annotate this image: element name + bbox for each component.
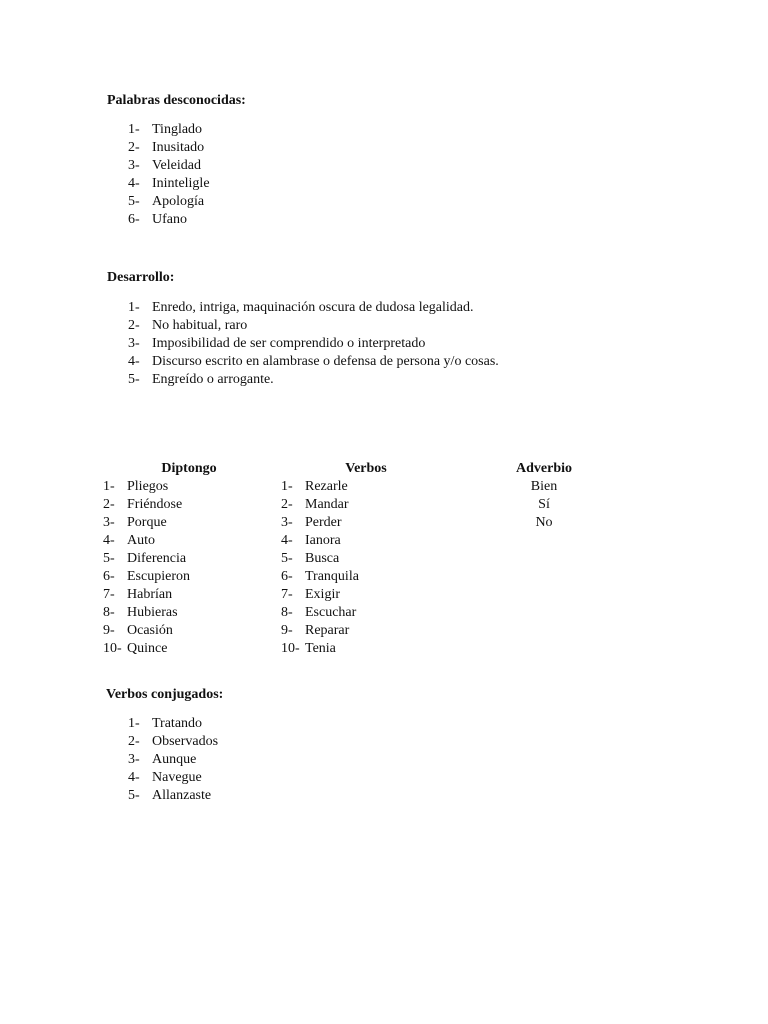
item-number: 5- bbox=[128, 788, 140, 803]
unknown-words-list bbox=[128, 121, 528, 229]
diptongo-number: 2- bbox=[103, 497, 115, 512]
adverbio-cell: Bien bbox=[530, 479, 558, 494]
item-text: Inusitado bbox=[152, 140, 205, 155]
verbo-cell: Exigir bbox=[305, 587, 340, 602]
verbo-number: 9- bbox=[281, 623, 293, 638]
list-item bbox=[128, 121, 528, 139]
diptongo-cell: Pliegos bbox=[127, 479, 169, 494]
diptongo-number: 4- bbox=[103, 533, 115, 548]
diptongo-number: 6- bbox=[103, 569, 115, 584]
diptongo-cell: Habrían bbox=[127, 587, 173, 602]
table-row bbox=[0, 604, 768, 622]
list-item bbox=[128, 371, 688, 389]
development-heading: Desarrollo: bbox=[107, 270, 175, 285]
item-text: Tinglado bbox=[152, 122, 203, 137]
verbo-number: 4- bbox=[281, 533, 293, 548]
item-number: 4- bbox=[128, 354, 140, 369]
item-text: Apología bbox=[152, 194, 205, 209]
item-text: Allanzaste bbox=[152, 788, 212, 803]
unknown-words-heading: Palabras desconocidas: bbox=[107, 93, 246, 108]
item-text: Imposibilidad de ser comprendido o interpretado bbox=[152, 336, 426, 351]
verbo-number: 7- bbox=[281, 587, 293, 602]
list-item bbox=[128, 175, 528, 193]
column-header-verbos: Verbos bbox=[345, 461, 387, 476]
conjugated-verbs-heading: Verbos conjugados: bbox=[106, 687, 224, 702]
item-number: 3- bbox=[128, 336, 140, 351]
diptongo-cell: Auto bbox=[127, 533, 155, 548]
diptongo-cell: Ocasión bbox=[127, 623, 173, 638]
item-text: Ufano bbox=[152, 212, 187, 227]
item-number: 3- bbox=[128, 752, 140, 767]
diptongo-cell: Hubieras bbox=[127, 605, 178, 620]
list-item bbox=[128, 733, 528, 751]
table-row bbox=[0, 586, 768, 604]
item-text: No habitual, raro bbox=[152, 318, 248, 333]
diptongo-cell: Friéndose bbox=[127, 497, 183, 512]
verbo-number: 10- bbox=[281, 641, 300, 656]
diptongo-cell: Porque bbox=[127, 515, 167, 530]
verbo-number: 3- bbox=[281, 515, 293, 530]
verbo-cell: Reparar bbox=[305, 623, 350, 638]
list-item bbox=[128, 715, 528, 733]
column-header-diptongo: Diptongo bbox=[161, 461, 217, 476]
item-number: 4- bbox=[128, 176, 140, 191]
list-item bbox=[128, 751, 528, 769]
table-row bbox=[0, 514, 768, 532]
item-text: Navegue bbox=[152, 770, 202, 785]
verbo-number: 8- bbox=[281, 605, 293, 620]
verbo-cell: Mandar bbox=[305, 497, 349, 512]
column-header-adverbio: Adverbio bbox=[516, 461, 572, 476]
item-text: Engreído o arrogante. bbox=[152, 372, 274, 387]
item-number: 3- bbox=[128, 158, 140, 173]
table-row bbox=[0, 622, 768, 640]
verbo-number: 1- bbox=[281, 479, 293, 494]
item-text: Ininteligle bbox=[152, 176, 210, 191]
list-item bbox=[128, 769, 528, 787]
list-item bbox=[128, 139, 528, 157]
item-number: 2- bbox=[128, 734, 140, 749]
diptongo-number: 10- bbox=[103, 641, 122, 656]
verbo-cell: Tranquila bbox=[305, 569, 359, 584]
item-text: Aunque bbox=[152, 752, 197, 767]
verbo-cell: Rezarle bbox=[305, 479, 348, 494]
verbo-cell: Escuchar bbox=[305, 605, 357, 620]
conjugated-verbs-list bbox=[128, 715, 528, 805]
item-text: Veleidad bbox=[152, 158, 201, 173]
verbo-cell: Ianora bbox=[305, 533, 341, 548]
item-number: 5- bbox=[128, 194, 140, 209]
diptongo-number: 5- bbox=[103, 551, 115, 566]
table-row bbox=[0, 640, 768, 658]
diptongo-number: 8- bbox=[103, 605, 115, 620]
verbo-cell: Busca bbox=[305, 551, 340, 566]
table-row bbox=[0, 532, 768, 550]
diptongo-number: 3- bbox=[103, 515, 115, 530]
item-number: 2- bbox=[128, 318, 140, 333]
list-item bbox=[128, 193, 528, 211]
verbo-number: 2- bbox=[281, 497, 293, 512]
table-row bbox=[0, 478, 768, 496]
item-text: Tratando bbox=[152, 716, 203, 731]
list-item bbox=[128, 353, 688, 371]
item-number: 1- bbox=[128, 122, 140, 137]
list-item bbox=[128, 157, 528, 175]
list-item bbox=[128, 335, 688, 353]
list-item bbox=[128, 299, 688, 317]
list-item bbox=[128, 211, 528, 229]
item-number: 5- bbox=[128, 372, 140, 387]
verbo-cell: Tenia bbox=[305, 641, 336, 656]
item-number: 2- bbox=[128, 140, 140, 155]
item-number: 4- bbox=[128, 770, 140, 785]
diptongo-number: 1- bbox=[103, 479, 115, 494]
diptongo-cell: Diferencia bbox=[127, 551, 187, 566]
item-number: 1- bbox=[128, 300, 140, 315]
diptongo-number: 9- bbox=[103, 623, 115, 638]
development-list bbox=[128, 299, 688, 389]
diptongo-cell: Escupieron bbox=[127, 569, 190, 584]
list-item bbox=[128, 317, 688, 335]
verbo-number: 6- bbox=[281, 569, 293, 584]
table-row bbox=[0, 550, 768, 568]
verbo-cell: Perder bbox=[305, 515, 342, 530]
item-number: 6- bbox=[128, 212, 140, 227]
verbo-number: 5- bbox=[281, 551, 293, 566]
item-text: Enredo, intriga, maquinación oscura de dudosa legalidad. bbox=[152, 300, 474, 315]
diptongo-number: 7- bbox=[103, 587, 115, 602]
adverbio-cell: No bbox=[535, 515, 553, 530]
table-row bbox=[0, 496, 768, 514]
item-text: Observados bbox=[152, 734, 219, 749]
diptongo-cell: Quince bbox=[127, 641, 168, 656]
item-number: 1- bbox=[128, 716, 140, 731]
adverbio-cell: Sí bbox=[538, 497, 550, 512]
table-row bbox=[0, 568, 768, 586]
item-text: Discurso escrito en alambrase o defensa de persona y/o cosas. bbox=[152, 354, 499, 369]
list-item bbox=[128, 787, 528, 805]
